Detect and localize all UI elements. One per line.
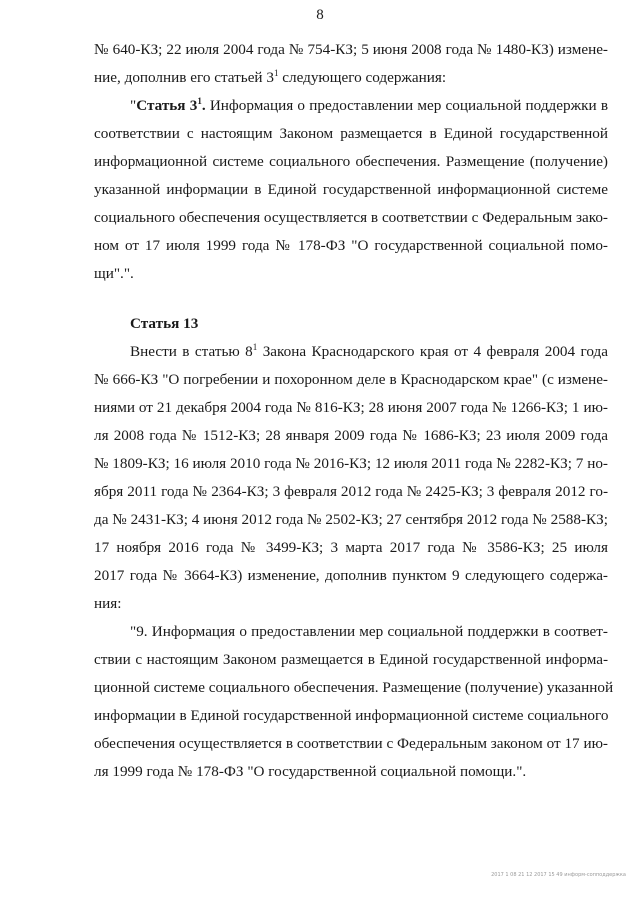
text-line: ля 2008 года № 1512-КЗ; 28 января 2009 года № 1686-КЗ; 23 июля 2009 года <box>94 427 608 444</box>
text-fragment: Внести в статью 8 <box>130 343 253 360</box>
text-line: информации в Единой государственной информационной системе социального <box>94 707 609 724</box>
text-line: 17 ноября 2016 года № 3499-КЗ; 3 марта 2017 года № 3586-КЗ; 25 июля <box>94 539 608 556</box>
text-line: № 666-КЗ "О погребении и похоронном деле в Краснодарском крае" (с измене- <box>94 371 608 388</box>
text-line: 2017 года № 3664-КЗ) изменение, дополнив пунктом 9 следующего содержа- <box>94 567 608 584</box>
superscript: 1 <box>252 342 258 352</box>
text-fragment: ние, дополнив его статьей 3 <box>94 69 274 86</box>
text-line: № 640-КЗ; 22 июля 2004 года № 754-КЗ; 5 июня 2008 года № 1480-КЗ) измене- <box>94 41 608 58</box>
text-line: ствии с настоящим Законом размещается в Единой государственной информа- <box>94 651 608 668</box>
superscript: 1 <box>273 68 279 78</box>
text-line: ября 2011 года № 2364-КЗ; 3 февраля 2012 года № 2425-КЗ; 3 февраля 2012 го- <box>94 483 608 500</box>
text-fragment: следующего содержания: <box>278 69 447 86</box>
superscript: 1 <box>197 96 202 106</box>
text-line <box>130 342 608 362</box>
text-line: ном от 17 июля 1999 года № 178-ФЗ "О государственной социальной помо- <box>94 237 608 254</box>
footer-stamp: 2017 1 08 21 12 2017 15 49 информ-сопподдержка <box>491 872 626 878</box>
text-line: указанной информации в Единой государственной информационной системе <box>94 181 608 198</box>
text-line: соответствии с настоящим Законом размещается в Единой государственной <box>94 125 608 142</box>
text-line: № 1809-КЗ; 16 июля 2010 года № 2016-КЗ; 12 июля 2011 года № 2282-КЗ; 7 но- <box>94 455 608 472</box>
text-line: ля 1999 года № 178-ФЗ "О государственной социальной помощи.". <box>94 763 527 780</box>
text-fragment: Информация о предоставлении мер социальной поддержки в <box>205 97 608 114</box>
text-fragment: Закона Краснодарского края от 4 февраля 2004 года <box>257 343 609 360</box>
text-line: щи".". <box>94 265 134 282</box>
title-dot: . <box>201 97 206 114</box>
quote-mark: " <box>130 97 137 114</box>
text-line: ния: <box>94 595 122 612</box>
article-13-heading: Статья 13 <box>130 315 199 332</box>
text-line: информационной системе социального обеспечения. Размещение (получение) <box>94 153 608 170</box>
text-line: "9. Информация о предоставлении мер социальной поддержки в соответ- <box>130 623 608 640</box>
text-line: ниями от 21 декабря 2004 года № 816-КЗ; 28 июня 2007 года № 1266-КЗ; 1 ию- <box>94 399 608 416</box>
article-3-1-title: Статья 3 <box>136 97 198 114</box>
text-line <box>130 96 608 116</box>
page-number: 8 <box>316 7 324 23</box>
text-line <box>94 68 608 88</box>
text-line: да № 2431-КЗ; 4 июня 2012 года № 2502-КЗ; 27 сентября 2012 года № 2588-КЗ; <box>94 511 608 528</box>
text-line: ционной системе социального обеспечения. Размещение (получение) указанной <box>94 679 614 696</box>
text-line: обеспечения осуществляется в соответствии с Федеральным законом от 17 ию- <box>94 735 608 752</box>
text-line: социального обеспечения осуществляется в соответствии с Федеральным зако- <box>94 209 608 226</box>
